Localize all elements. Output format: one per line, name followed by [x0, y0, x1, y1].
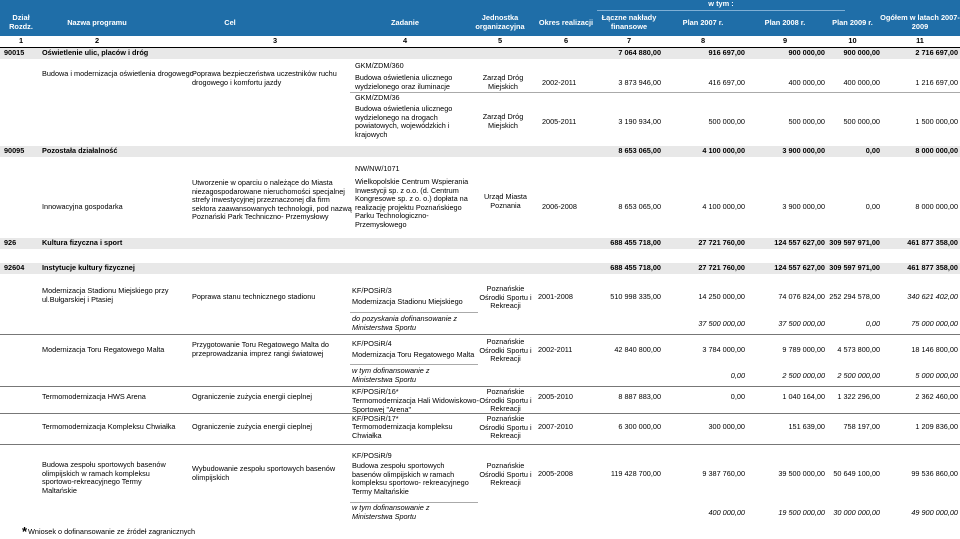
task-period: 2005-2008	[538, 469, 573, 478]
subtask-p2009: 0,00	[865, 319, 880, 328]
task-code: KF/POSiR/9	[352, 451, 392, 460]
task-p2008: 3 900 000,00	[782, 202, 825, 211]
task-unit: Poznańskie Ośrodki Sportu i Rekreacji	[479, 414, 532, 441]
section-name: Pozostała działalność	[42, 146, 118, 155]
task-p2008: 500 000,00	[788, 117, 825, 126]
task-period: 2006-2008	[542, 202, 577, 211]
colnum: 3	[272, 36, 278, 45]
header-wtym: w tym :	[597, 0, 845, 11]
subtask-p2008: 19 500 000,00	[778, 508, 825, 517]
program-goal: Wybudowanie zespołu sportowych basenów olimpijskich	[192, 464, 336, 482]
header-nazwa: Nazwa programu	[67, 17, 127, 27]
subtask-desc: w tym dofinansowanie z Ministerstwa Sportu	[352, 366, 430, 384]
task-period: 2002-2011	[542, 78, 577, 87]
task-p2009: 500 000,00	[843, 117, 880, 126]
program-name: Termomodernizacja HWS Arena	[42, 392, 146, 401]
program-goal: Poprawa bezpieczeństwa uczestników ruchu drogowego i komfortu jazdy	[192, 69, 337, 87]
section-p2009: 0,00	[865, 146, 880, 155]
program-name: Budowa i modernizacja oświetlenia drogowego	[42, 69, 194, 78]
task-p2008: 1 040 164,00	[782, 392, 825, 401]
task-p2007: 9 387 760,00	[702, 469, 745, 478]
program-name: Modernizacja Stadionu Miejskiego przy ul.Bułgarskiej i Ptasiej	[42, 286, 169, 304]
program-goal: Utworzenie w oparciu o należące do Miasta niezagospodarowane nieruchomości specjalnej strefy inwestycyjnej przeznaczonej dla firm sektora zaawansowanych technologii, pod nazwą Poznański Park Techniczno- Przemysłowy	[192, 178, 352, 222]
program-name: Budowa zespołu sportowych basenów olimpijskich w ramach kompleksu sportowo-rekreacyjnego Termy Maltańskie	[42, 460, 166, 495]
row-divider	[0, 444, 960, 445]
section-p2009: 900 000,00	[843, 48, 880, 57]
program-name: Termomodernizacja Kompleksu Chwiałka	[42, 422, 176, 431]
task-code: KF/POSiR/4	[352, 339, 392, 348]
task-ogolem: 18 146 800,00	[911, 345, 958, 354]
task-code: NW/NW/1071	[355, 164, 400, 173]
section-ogolem: 461 877 358,00	[907, 238, 958, 247]
task-ogolem: 8 000 000,00	[915, 202, 958, 211]
task-code: KF/POSiR/3	[352, 286, 392, 295]
row-divider	[0, 413, 960, 414]
task-desc: Termomodernizacja Hali Widowiskowo- Sportowej "Arena"	[352, 396, 479, 414]
section-p2008: 900 000,00	[788, 48, 825, 57]
task-p2008: 74 076 824,00	[778, 292, 825, 301]
task-laczne: 119 428 700,00	[610, 469, 661, 478]
section-row-90015	[0, 48, 960, 59]
section-ogolem: 461 877 358,00	[907, 263, 958, 272]
section-laczne: 8 653 065,00	[618, 146, 661, 155]
section-p2007: 916 697,00	[708, 48, 745, 57]
task-unit: Poznańskie Ośrodki Sportu i Rekreacji	[479, 461, 532, 488]
program-name: Modernizacja Toru Regatowego Malta	[42, 345, 165, 354]
task-laczne: 3 190 934,00	[618, 117, 661, 126]
colnum: 5	[497, 36, 503, 45]
task-period: 2002-2011	[538, 345, 573, 354]
task-desc: Budowa zespołu sportowych basenów olimpijskich w ramach kompleksu sportowo- rekreacyjnego Termy Maltańskie	[352, 461, 469, 496]
task-p2007: 4 100 000,00	[702, 202, 745, 211]
task-unit: Zarząd Dróg Miejskich	[482, 112, 524, 130]
colnum: 9	[782, 36, 788, 45]
subtask-desc: w tym dofinansowanie z Ministerstwa Sportu	[352, 503, 430, 521]
task-p2009: 50 649 100,00	[833, 469, 880, 478]
task-ogolem: 340 621 402,00	[907, 292, 958, 301]
section-p2007: 27 721 760,00	[698, 263, 745, 272]
program-name: Innowacyjna gospodarka	[42, 202, 123, 211]
section-laczne: 688 455 718,00	[610, 238, 661, 247]
section-name: Kultura fizyczna i sport	[42, 238, 123, 247]
task-ogolem: 1 500 000,00	[915, 117, 958, 126]
section-laczne: 688 455 718,00	[610, 263, 661, 272]
task-code: GKM/ZDM/360	[355, 61, 404, 70]
colnum: 2	[94, 36, 100, 45]
row-divider	[350, 364, 478, 365]
task-p2007: 14 250 000,00	[698, 292, 745, 301]
footnote-text: Wniosek o dofinansowanie ze źródeł zagranicznych	[28, 527, 196, 536]
table-header	[0, 0, 960, 36]
section-p2008: 3 900 000,00	[782, 146, 825, 155]
footnote-star: *	[22, 524, 28, 539]
task-laczne: 510 998 335,00	[610, 292, 661, 301]
header-cel: Cel	[224, 17, 236, 27]
subtask-p2008: 37 500 000,00	[778, 319, 825, 328]
row-divider	[0, 386, 960, 387]
section-p2009: 309 597 971,00	[829, 263, 880, 272]
task-p2009: 758 197,00	[843, 422, 880, 431]
section-p2007: 4 100 000,00	[702, 146, 745, 155]
subtask-p2009: 2 500 000,00	[837, 371, 880, 380]
program-goal: Ograniczenie zużycia energii cieplnej	[192, 422, 313, 431]
task-unit: Poznańskie Ośrodki Sportu i Rekreacji	[479, 337, 532, 364]
section-code: 90095	[4, 146, 25, 155]
task-code: KF/POSiR/16*	[352, 387, 399, 396]
section-row-90095	[0, 146, 960, 157]
task-ogolem: 1 216 697,00	[915, 78, 958, 87]
subtask-p2007: 37 500 000,00	[698, 319, 745, 328]
subtask-p2007: 400 000,00	[708, 508, 745, 517]
subtask-ogolem: 49 900 000,00	[911, 508, 958, 517]
colnum: 6	[563, 36, 569, 45]
task-p2008: 151 639,00	[788, 422, 825, 431]
task-period: 2005-2010	[538, 392, 573, 401]
section-name: Oświetlenie ulic, placów i dróg	[42, 48, 149, 57]
task-desc: Modernizacja Stadionu Miejskiego	[352, 297, 463, 306]
task-period: 2001-2008	[538, 292, 573, 301]
colnum: 8	[700, 36, 706, 45]
task-p2007: 0,00	[730, 392, 745, 401]
section-name: Instytucje kultury fizycznej	[42, 263, 135, 272]
task-p2007: 300 000,00	[708, 422, 745, 431]
task-p2009: 0,00	[865, 202, 880, 211]
task-laczne: 6 300 000,00	[618, 422, 661, 431]
task-desc: Modernizacja Toru Regatowego Malta	[352, 350, 475, 359]
subtask-desc: do pozyskania dofinansowanie z Ministerstwa Sportu	[352, 314, 458, 332]
task-p2008: 9 789 000,00	[782, 345, 825, 354]
subtask-ogolem: 75 000 000,00	[911, 319, 958, 328]
task-desc: Termomodernizacja kompleksu Chwiałka	[352, 422, 453, 440]
task-p2009: 1 322 296,00	[837, 392, 880, 401]
row-divider	[350, 312, 478, 313]
task-desc: Budowa oświetlenia ulicznego wydzielonego oraz iluminacje	[355, 73, 453, 91]
program-goal: Ograniczenie zużycia energii cieplnej	[192, 392, 313, 401]
colnum: 10	[848, 36, 857, 45]
subtask-p2009: 30 000 000,00	[833, 508, 880, 517]
row-divider	[350, 92, 960, 93]
task-unit: Poznańskie Ośrodki Sportu i Rekreacji	[479, 387, 532, 414]
header-ogolem: Ogółem w latach 2007-2009	[880, 13, 960, 31]
column-numbers-row	[0, 36, 960, 48]
header-laczne: Łączne nakłady finansowe	[601, 13, 657, 31]
task-p2009: 252 294 578,00	[829, 292, 880, 301]
task-period: 2005-2011	[542, 117, 577, 126]
task-p2007: 3 784 000,00	[702, 345, 745, 354]
section-p2007: 27 721 760,00	[698, 238, 745, 247]
subtask-p2007: 0,00	[730, 371, 745, 380]
subtask-p2008: 2 500 000,00	[782, 371, 825, 380]
task-ogolem: 99 536 860,00	[911, 469, 958, 478]
task-p2007: 500 000,00	[708, 117, 745, 126]
section-row-926	[0, 238, 960, 249]
task-ogolem: 2 362 460,00	[915, 392, 958, 401]
task-unit: Urząd Miasta Poznania	[484, 192, 527, 210]
task-unit: Poznańskie Ośrodki Sportu i Rekreacji	[479, 284, 532, 311]
row-divider	[0, 334, 960, 335]
section-code: 926	[4, 238, 17, 247]
task-period: 2007-2010	[538, 422, 573, 431]
task-desc: Budowa oświetlenia ulicznego wydzielonego na drogach powiatowych, wojewódzkich i krajowych	[355, 104, 453, 139]
colnum: 7	[626, 36, 632, 45]
task-laczne: 8 653 065,00	[618, 202, 661, 211]
header-plan2009: Plan 2009 r.	[832, 17, 873, 27]
section-ogolem: 8 000 000,00	[915, 146, 958, 155]
task-laczne: 3 873 946,00	[618, 78, 661, 87]
section-ogolem: 2 716 697,00	[915, 48, 958, 57]
section-p2009: 309 597 971,00	[829, 238, 880, 247]
task-p2009: 400 000,00	[843, 78, 880, 87]
program-goal: Poprawa stanu technicznego stadionu	[192, 292, 316, 301]
section-code: 92604	[4, 263, 25, 272]
colnum: 4	[402, 36, 408, 45]
colnum: 11	[916, 36, 924, 45]
section-code: 90015	[4, 48, 25, 57]
task-p2009: 4 573 800,00	[837, 345, 880, 354]
task-code: GKM/ZDM/36	[355, 93, 400, 102]
subtask-ogolem: 5 000 000,00	[915, 371, 958, 380]
header-okres: Okres realizacji	[538, 17, 594, 27]
section-p2008: 124 557 627,00	[774, 238, 825, 247]
colnum: 1	[18, 36, 24, 45]
section-laczne: 7 064 880,00	[618, 48, 661, 57]
task-laczne: 42 840 800,00	[614, 345, 661, 354]
header-jednostka: Jednostka organizacyjna	[475, 13, 525, 31]
task-ogolem: 1 209 836,00	[915, 422, 958, 431]
program-goal: Przygotowanie Toru Regatowego Malta do przeprowadzania imprez rangi światowej	[192, 340, 329, 358]
section-row-92604	[0, 263, 960, 274]
task-code: KF/POSiR/17*	[352, 414, 399, 423]
section-p2008: 124 557 627,00	[774, 263, 825, 272]
task-desc: Wielkopolskie Centrum Wspierania Inwestycji sp. z o.o. (d. Centrum Kongresowe sp. z o. o.) dopłata na realizację projektu Poznańskiego Parku Technologiczno- Przemysłowego	[355, 177, 469, 230]
header-dzial: Dział Rozdz.	[9, 13, 33, 31]
task-laczne: 8 887 883,00	[618, 392, 661, 401]
task-p2007: 416 697,00	[708, 78, 745, 87]
task-unit: Zarząd Dróg Miejskich	[482, 73, 524, 91]
task-p2008: 400 000,00	[788, 78, 825, 87]
header-plan2008: Plan 2008 r.	[764, 17, 806, 27]
header-zadanie: Zadanie	[391, 17, 419, 27]
task-p2008: 39 500 000,00	[778, 469, 825, 478]
header-plan2007: Plan 2007 r.	[682, 17, 724, 27]
